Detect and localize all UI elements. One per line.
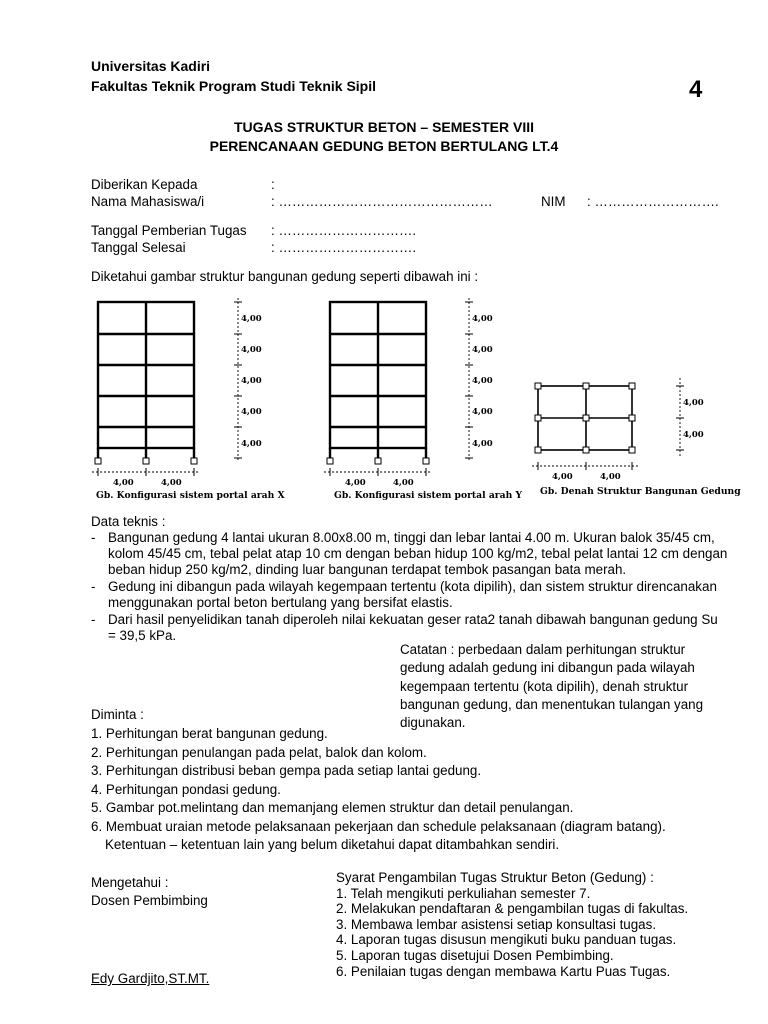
intro-text: Diketahui gambar struktur bangunan gedung seperti dibawah ini : (91, 269, 479, 284)
dim-label: 4,00 (345, 478, 366, 488)
student-name-field: : ………………………………………… (271, 194, 493, 209)
structure-figures (0, 290, 768, 512)
diminta-item-1: 1. Perhitungan berat bangunan gedung. (91, 726, 328, 741)
syarat-item-6: 6. Penilaian tugas dengan membawa Kartu Puas Tugas. (336, 963, 671, 979)
dim-label: 4,00 (241, 345, 262, 355)
dim-label: 4,00 (113, 478, 134, 488)
data-teknis-item-2: Gedung ini dibangun pada wilayah kegempaan tertentu (kota dipilih), dan sistem struktur direncanakan menggunakan portal beton bertulang yang bersifat elastis. (108, 579, 717, 610)
data-teknis-item-3: Dari hasil penyelidikan tanah diperoleh nilai kekuatan geser rata2 tanah dibawah bangunan gedung Su = 39,5 kPa. (108, 612, 718, 643)
portal-frame-x (92, 298, 285, 501)
dim-label: 4,00 (683, 398, 704, 408)
syarat-heading: Syarat Pengambilan Tugas Struktur Beton (Gedung) : (336, 870, 654, 885)
syarat-item-5: 5. Laporan tugas disetujui Dosen Pembimbing. (336, 947, 614, 963)
list-item (91, 579, 729, 611)
finish-date-label: Tanggal Selesai (91, 240, 186, 255)
caption-portal-y: Gb. Konfigurasi sistem portal arah Y (334, 490, 523, 501)
page-number: 4 (689, 76, 703, 103)
diminta-heading: Diminta : (91, 707, 144, 722)
list-item (91, 530, 729, 578)
data-teknis-heading: Data teknis : (91, 514, 166, 529)
dim-label: 4,00 (472, 345, 493, 355)
data-teknis-item-1: Bangunan gedung 4 lantai ukuran 8.00x8.00 m, tinggi dan lebar lantai 4.00 m. Ukuran balok 35/45 cm, kolom 45/45 cm, tebal pelat atap 10 cm dengan beban hidup 100 kg/m2, tebal pelat lantai 12 cm dengan beban hidup 250 kg/m2, dinding luar bangunan terdapat tembok pasangan bata merah. (108, 530, 728, 577)
nim-field: : ………………………. (587, 194, 719, 209)
portal-frame-y (324, 298, 522, 501)
syarat-section (336, 870, 688, 979)
syarat-item-4: 4. Laporan tugas disusun mengikuti buku panduan tugas. (336, 932, 677, 948)
diminta-item-2: 2. Perhitungan penulangan pada pelat, balok dan kolom. (91, 744, 427, 760)
nim-label: NIM (541, 194, 566, 209)
dim-label: 4,00 (241, 407, 262, 417)
title-line-2: PERENCANAAN GEDUNG BETON BERTULANG LT.4 (209, 138, 559, 154)
syarat-item-2: 2. Melakukan pendaftaran & pengambilan tugas di fakultas. (336, 901, 689, 917)
syarat-item-3: 3. Membawa lembar asistensi setiap konsultasi tugas. (336, 916, 657, 932)
dim-label: 4,00 (241, 439, 262, 449)
list-dash: - (91, 530, 96, 545)
given-to-label: Diberikan Kepada (91, 177, 198, 192)
dim-label: 4,00 (600, 472, 621, 482)
dim-label: 4,00 (552, 472, 573, 482)
given-to-colon: : (271, 177, 275, 192)
dim-label: 4,00 (472, 407, 493, 417)
diminta-list (91, 725, 666, 855)
diminta-item-5: 5. Gambar pot.melintang dan memanjang elemen struktur dan detail penulangan. (91, 800, 574, 815)
caption-portal-x: Gb. Konfigurasi sistem portal arah X (96, 490, 285, 501)
list-dash: - (91, 612, 96, 627)
diminta-item-4: 4. Perhitungan pondasi gedung. (91, 781, 281, 797)
dim-label: 4,00 (472, 314, 493, 324)
issue-date-field: : …………………………. (271, 223, 417, 238)
dim-label: 4,00 (241, 376, 262, 386)
faculty-name: Fakultas Teknik Program Studi Teknik Sipil (91, 78, 376, 94)
dim-label: 4,00 (472, 439, 493, 449)
list-dash: - (91, 579, 96, 594)
diminta-item-6: 6. Membuat uraian metode pelaksanaan pekerjaan dan schedule pelaksanaan (diagram batang). (91, 818, 666, 834)
dim-label: 4,00 (161, 478, 182, 488)
university-name: Universitas Kadiri (91, 58, 211, 74)
diminta-item-3: 3. Perhitungan distribusi beban gempa pada setiap lantai gedung. (91, 763, 482, 778)
dim-label: 4,00 (472, 376, 493, 386)
data-teknis-list (91, 530, 729, 645)
dim-label: 4,00 (393, 478, 414, 488)
list-item (91, 612, 729, 644)
catatan-note: Catatan : perbedaan dalam perhitungan struktur gedung adalah gedung ini dibangun pada wilayah kegempaan tertentu (kota dipilih), denah struktur bangunan gedung, dan menentukan tulangan yang digunakan. (400, 642, 704, 731)
student-name-label: Nama Mahasiswa/i (91, 194, 205, 209)
floor-plan (532, 378, 741, 497)
finish-date-field: : …………………………. (271, 240, 417, 255)
mengetahui-label: Mengetahui : (91, 875, 169, 890)
supervisor-name: Edy Gardjito,ST.MT. (91, 971, 210, 986)
syarat-item-1: 1. Telah mengikuti perkuliahan semester 7. (336, 885, 591, 901)
dim-label: 4,00 (683, 430, 704, 440)
dim-label: 4,00 (241, 314, 262, 324)
title-line-1: TUGAS STRUKTUR BETON – SEMESTER VIII (234, 119, 534, 135)
caption-floor-plan: Gb. Denah Struktur Bangunan Gedung (540, 486, 741, 497)
issue-date-label: Tanggal Pemberian Tugas (91, 223, 247, 238)
diminta-note: Ketentuan – ketentuan lain yang belum diketahui dapat ditambahkan sendiri. (105, 837, 560, 852)
supervisor-role: Dosen Pembimbing (91, 893, 208, 908)
